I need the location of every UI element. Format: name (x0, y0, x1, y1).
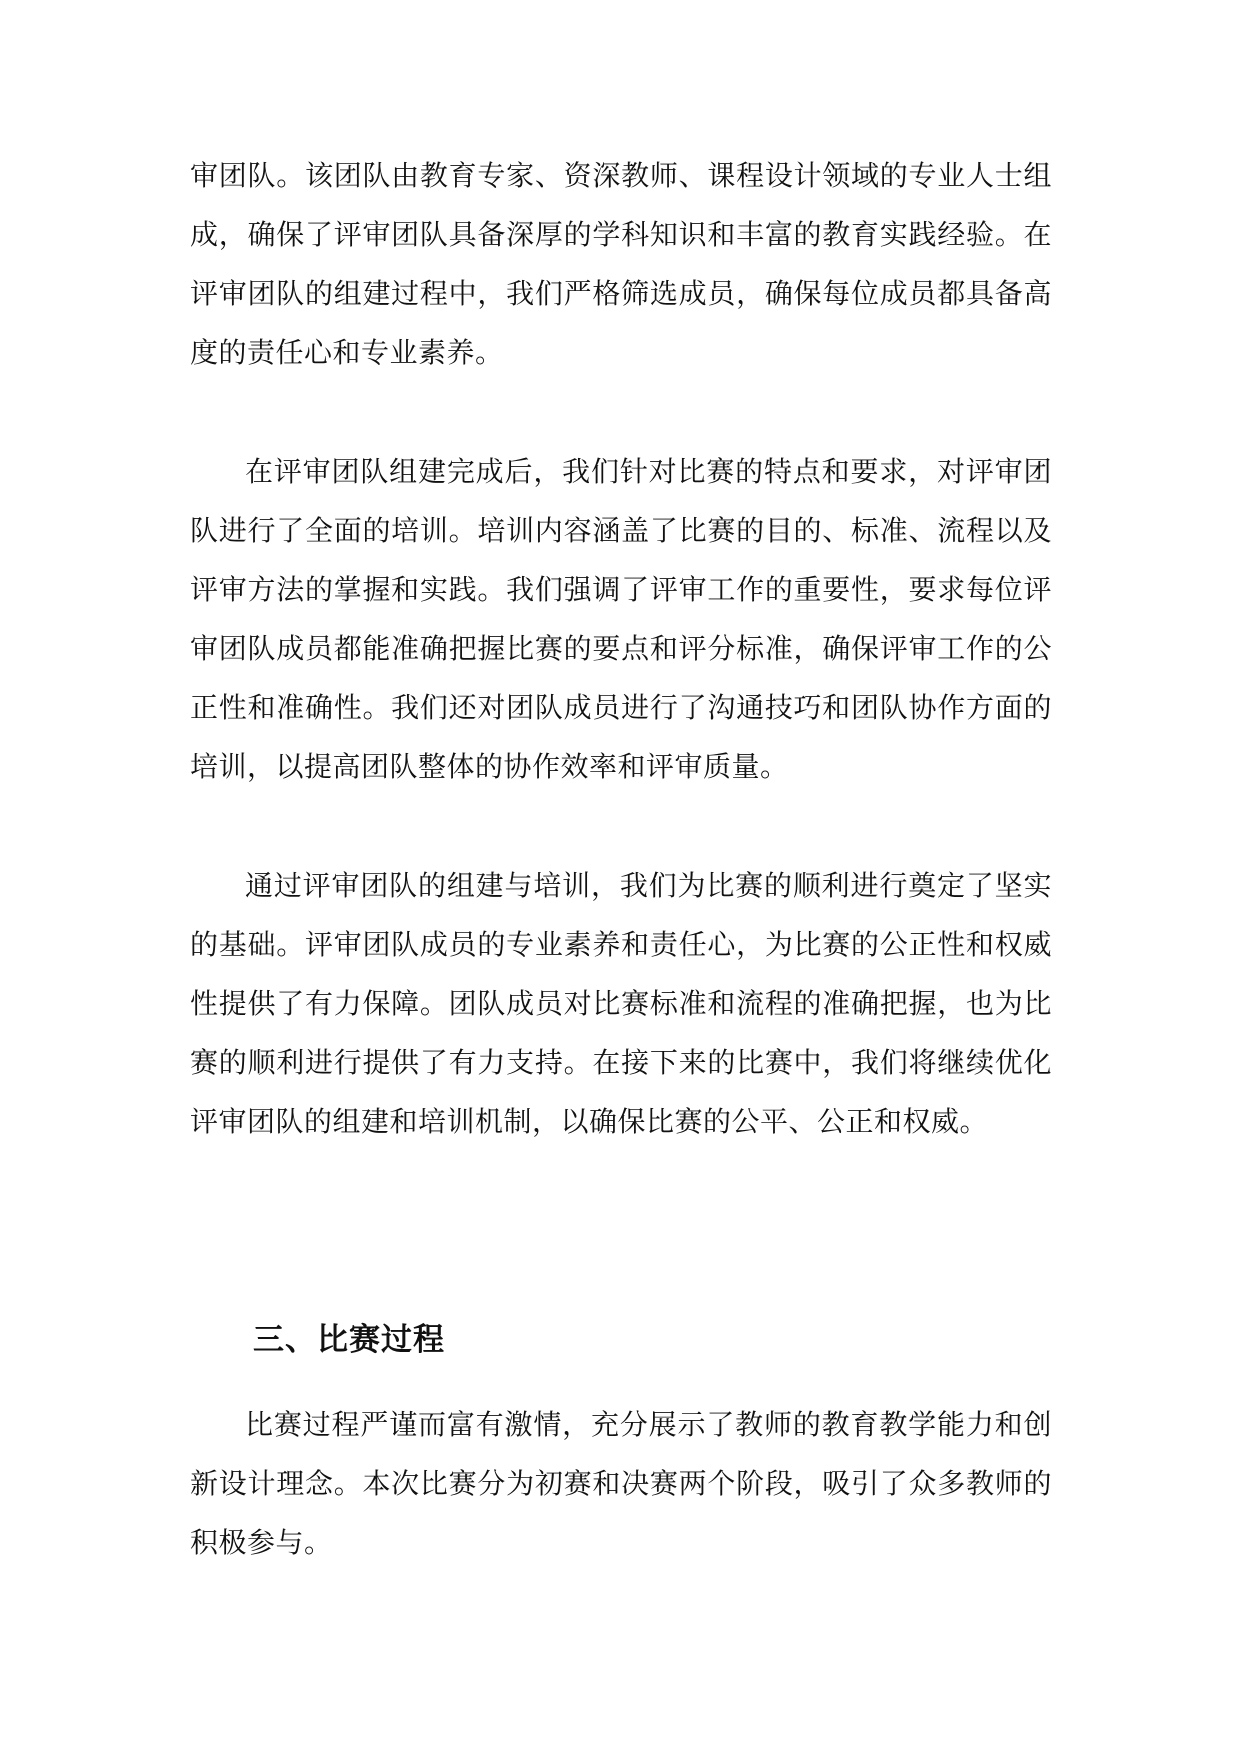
paragraph-line: 评审方法的掌握和实践。我们强调了评审工作的重要性，要求每位评 (190, 573, 1052, 606)
paragraph-line: 积极参与。 (190, 1526, 333, 1559)
paragraph-competition-process (190, 1395, 1052, 1572)
paragraph-line: 评审团队的组建和培训机制，以确保比赛的公平、公正和权威。 (190, 1105, 989, 1138)
paragraph-review-team (190, 146, 1052, 382)
paragraph-line: 评审团队的组建过程中，我们严格筛选成员，确保每位成员都具备高 (190, 277, 1052, 310)
paragraph-line: 通过评审团队的组建与培训，我们为比赛的顺利进行奠定了坚实 (245, 869, 1052, 902)
paragraph-line: 度的责任心和专业素养。 (190, 336, 504, 369)
paragraph-line: 新设计理念。本次比赛分为初赛和决赛两个阶段，吸引了众多教师的 (190, 1467, 1052, 1500)
paragraph-line: 队进行了全面的培训。培训内容涵盖了比赛的目的、标准、流程以及 (190, 514, 1052, 547)
section-heading: 三、比赛过程 (253, 1322, 445, 1358)
paragraph-line: 审团队。该团队由教育专家、资深教师、课程设计领域的专业人士组 (190, 159, 1052, 192)
paragraph-line: 审团队成员都能准确把握比赛的要点和评分标准，确保评审工作的公 (190, 632, 1052, 665)
paragraph-line: 在评审团队组建完成后，我们针对比赛的特点和要求，对评审团 (245, 455, 1052, 488)
paragraph-line: 正性和准确性。我们还对团队成员进行了沟通技巧和团队协作方面的 (190, 691, 1052, 724)
paragraph-training (190, 442, 1052, 796)
paragraph-line: 培训，以提高团队整体的协作效率和评审质量。 (190, 750, 789, 783)
paragraph-line: 赛的顺利进行提供了有力支持。在接下来的比赛中，我们将继续优化 (190, 1046, 1052, 1079)
paragraph-line: 的基础。评审团队成员的专业素养和责任心，为比赛的公正性和权威 (190, 928, 1052, 961)
paragraph-line: 成，确保了评审团队具备深厚的学科知识和丰富的教育实践经验。在 (190, 218, 1052, 251)
paragraph-line: 比赛过程严谨而富有激情，充分展示了教师的教育教学能力和创 (245, 1408, 1052, 1441)
paragraph-foundation (190, 856, 1052, 1151)
paragraph-line: 性提供了有力保障。团队成员对比赛标准和流程的准确把握，也为比 (190, 987, 1052, 1020)
